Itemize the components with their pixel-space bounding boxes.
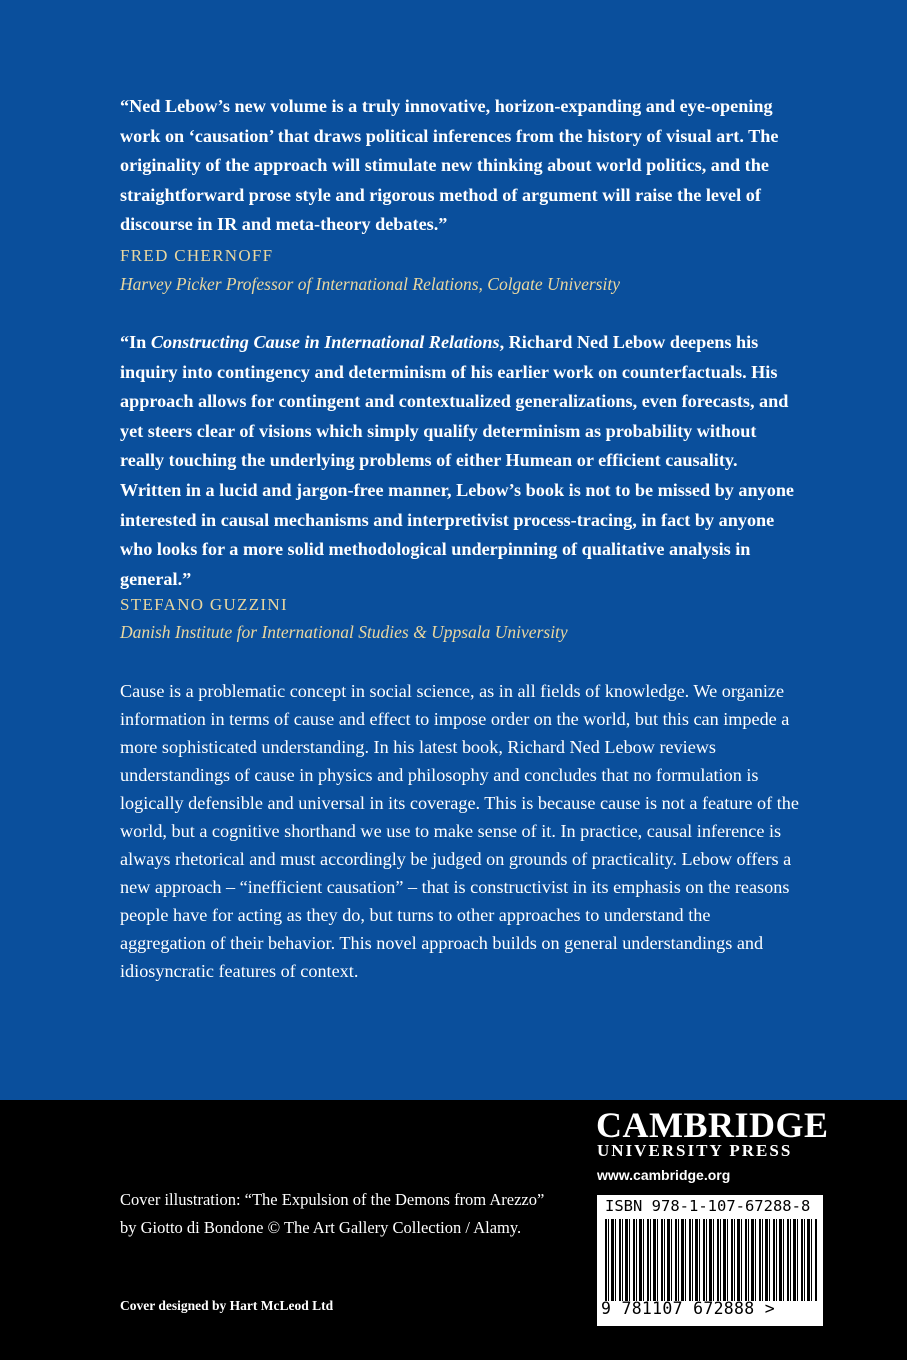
isbn-label: ISBN 978-1-107-67288-8 [605, 1197, 811, 1215]
barcode-digits: 9 781107 672888 > [601, 1299, 775, 1318]
endorser-name-1: FRED CHERNOFF [120, 246, 274, 265]
barcode-bars [605, 1219, 817, 1301]
quote-2-book-title: Constructing Cause in International Relations [150, 332, 500, 352]
quote-2-rest: , Richard Ned Lebow deepens his inquiry into contingency and determinism of his earlier work on counterfactuals. His approach allows for contingent and contextualized generalizations, even forecasts, and yet steers clear of visions which simply qualify determinism as probability without really touching the underlying problems of either Humean or efficient causality. Written in a lucid and jargon-free manner, Lebow’s book is not to be missed by anyone interested in causal mechanisms and interpretivist process-tracing, in fact by anyone who looks for a more solid methodological underpinning of qualitative analysis in general.” [120, 332, 795, 589]
publisher-url[interactable]: www.cambridge.org [597, 1167, 731, 1183]
endorser-affiliation-2: Danish Institute for International Studies & Uppsala University [120, 622, 568, 642]
cover-designer-credit: Cover designed by Hart McLeod Ltd [120, 1298, 334, 1313]
endorsement-quote-2 [120, 328, 800, 594]
publisher-subtitle: UNIVERSITY PRESS [597, 1141, 793, 1160]
isbn-barcode [597, 1195, 823, 1326]
book-description: Cause is a problematic concept in social science, as in all fields of knowledge. We organize information in terms of cause and effect to impose order on the world, but this can impede a more sophisticated understanding. In his latest book, Richard Ned Lebow reviews understandings of cause in physics and philosophy and concludes that no formulation is logically defensible and universal in its coverage. This is because cause is not a feature of the world, but a cognitive shorthand we use to make sense of it. In practice, causal inference is always rhetorical and must accordingly be judged on grounds of practicality. Lebow offers a new approach – “inefficient causation” – that is constructivist in its emphasis on the reasons people have for acting as they do, but turns to other approaches to understand the aggregation of their behavior. This novel approach builds on general understandings and idiosyncratic features of context. [120, 681, 799, 981]
endorsement-quote-1: “Ned Lebow’s new volume is a truly innovative, horizon-expanding and eye-opening work on ‘causation’ that draws political inferences from the history of visual art. The originality of the approach will stimulate new thinking about world politics, and the straightforward prose style and rigorous method of argument will raise the level of discourse in IR and meta-theory debates.” [120, 96, 779, 235]
quote-2-open: “In [120, 332, 151, 352]
publisher-logo: CAMBRIDGE [596, 1105, 829, 1145]
endorser-affiliation-1: Harvey Picker Professor of International Relations, Colgate University [120, 274, 620, 294]
endorser-name-2: STEFANO GUZZINI [120, 595, 288, 614]
cover-illustration-credit: Cover illustration: “The Expulsion of the Demons from Arezzo” by Giotto di Bondone © The Art Gallery Collection / Alamy. [120, 1190, 545, 1237]
